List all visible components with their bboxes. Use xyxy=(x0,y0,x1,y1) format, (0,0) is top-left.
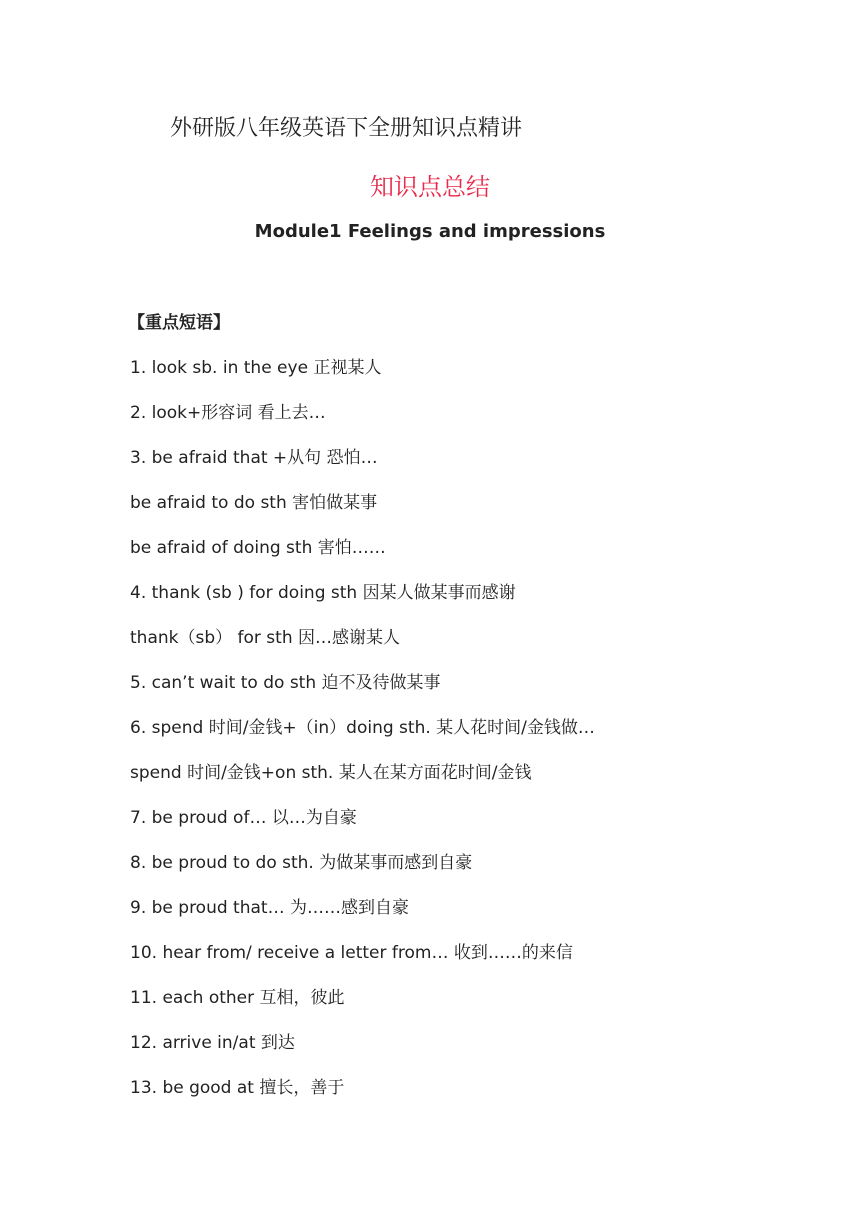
phrase-item: spend 时间/金钱+on sth. 某人在某方面花时间/金钱 xyxy=(130,763,532,783)
phrase-item: 9. be proud that… 为……感到自豪 xyxy=(130,898,409,918)
phrase-item: be afraid to do sth 害怕做某事 xyxy=(130,493,378,513)
phrase-item: 12. arrive in/at 到达 xyxy=(130,1033,295,1053)
summary-heading: 知识点总结 xyxy=(370,173,490,201)
phrase-item: 7. be proud of… 以…为自豪 xyxy=(130,808,357,828)
phrase-item: 11. each other 互相，彼此 xyxy=(130,988,345,1008)
phrase-item: 3. be afraid that +从句 恐怕… xyxy=(130,448,378,468)
phrase-item: 8. be proud to do sth. 为做某事而感到自豪 xyxy=(130,853,473,873)
section-label-key-phrases: 【重点短语】 xyxy=(128,313,230,333)
phrase-item: 5. can’t wait to do sth 迫不及待做某事 xyxy=(130,673,441,693)
phrase-item: thank（sb） for sth 因…感谢某人 xyxy=(130,628,401,648)
module-heading: Module1 Feelings and impressions xyxy=(254,221,606,242)
phrase-item: 1. look sb. in the eye 正视某人 xyxy=(130,358,382,378)
phrase-item: 13. be good at 擅长，善于 xyxy=(130,1078,345,1098)
phrase-item: 4. thank (sb ) for doing sth 因某人做某事而感谢 xyxy=(130,583,516,603)
phrase-item: be afraid of doing sth 害怕…… xyxy=(130,538,386,558)
phrase-item: 10. hear from/ receive a letter from… 收到……的来信 xyxy=(130,943,573,963)
phrase-item: 2. look+形容词 看上去… xyxy=(130,403,326,423)
phrase-item: 6. spend 时间/金钱+（in）doing sth. 某人花时间/金钱做… xyxy=(130,718,595,738)
phrase-list xyxy=(130,354,810,1119)
document-title: 外研版八年级英语下全册知识点精讲 xyxy=(170,116,523,141)
